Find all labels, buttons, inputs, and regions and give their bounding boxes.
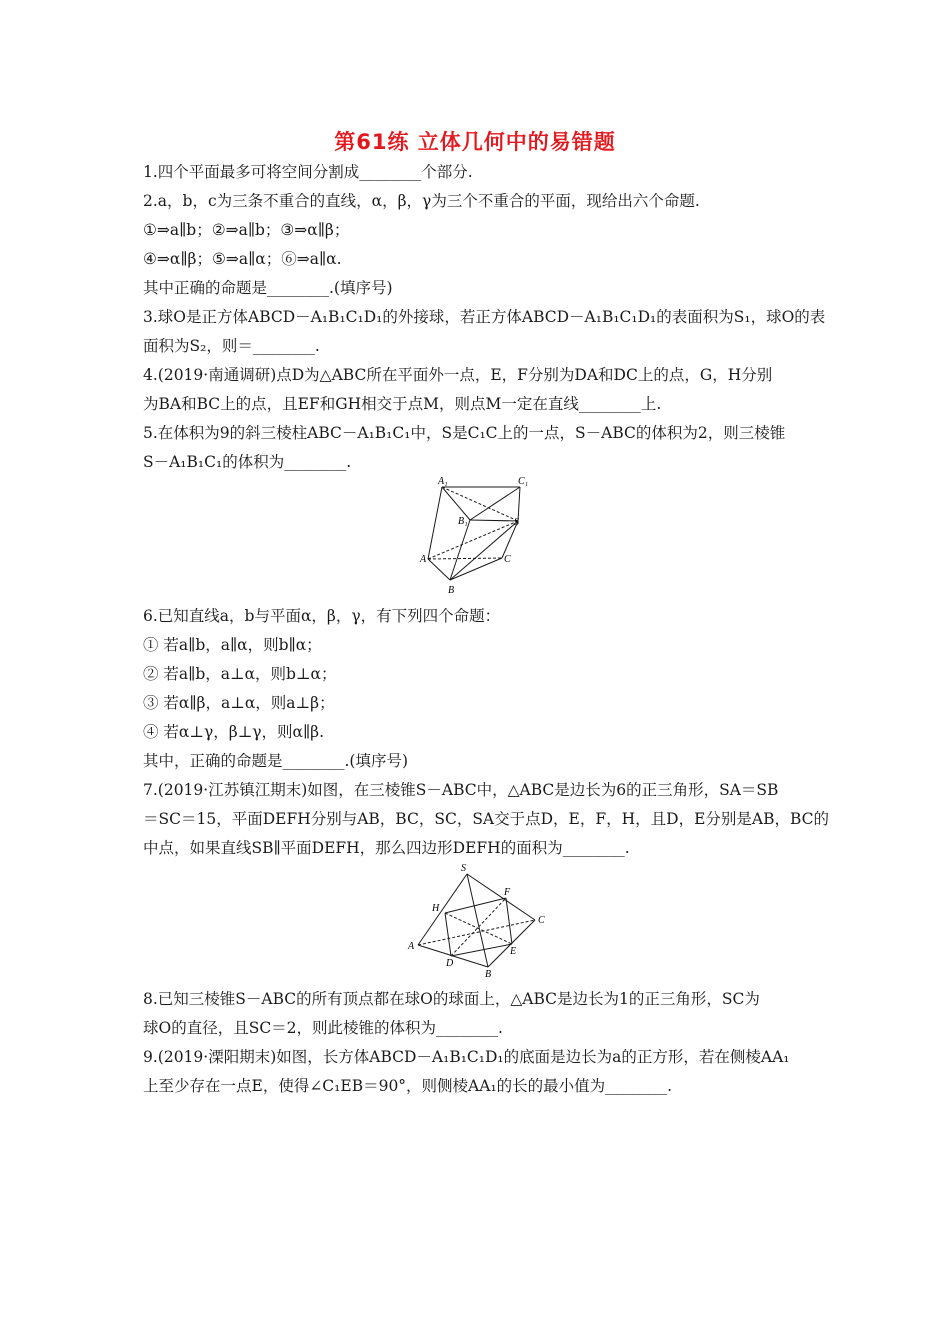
problem-3: 3.球O是正方体ABCD－A₁B₁C₁D₁的外接球，若正方体ABCD－A₁B₁C₁D₁的表面积为S₁，球O的表 — [143, 308, 826, 326]
problem-6-option-4: ④ 若α⊥γ，β⊥γ，则α∥β. — [143, 723, 325, 741]
problem-5: 5.在体积为9的斜三棱柱ABC－A₁B₁C₁中，S是C₁C上的一点，S－ABC的体积为2，则三棱锥 — [143, 424, 786, 442]
problem-5-cont: S－A₁B₁C₁的体积为________. — [143, 453, 352, 471]
problem-6-answer: 其中，正确的命题是________.(填序号) — [143, 752, 409, 770]
label-A: A — [420, 554, 427, 565]
label-B: B — [448, 585, 455, 596]
problem-6: 6.已知直线a，b与平面α，β，γ，有下列四个命题： — [143, 607, 501, 625]
problem-4: 4.(2019·南通调研)点D为△ABC所在平面外一点，E，F分别为DA和DC上的点，G，H分别 — [143, 366, 773, 384]
label-F: F — [504, 887, 511, 898]
problem-2-answer: 其中正确的命题是________.(填序号) — [143, 279, 393, 297]
problem-6-option-1: ① 若a∥b，a∥α，则b∥α； — [143, 636, 322, 654]
pyramid-figure — [400, 862, 560, 980]
problem-2: 2.a，b，c为三条不重合的直线，α，β，γ为三个不重合的平面，现给出六个命题. — [143, 192, 700, 210]
problem-8-cont: 球O的直径，且SC＝2，则此棱锥的体积为________. — [143, 1019, 503, 1037]
problem-2-options-a: ①⇒a∥b；②⇒a∥b；③⇒α∥β； — [143, 221, 350, 239]
prism-figure — [410, 474, 540, 600]
label-B1: B₁ — [458, 516, 468, 527]
label-E: E — [510, 946, 517, 957]
problem-6-option-2: ② 若a∥b，a⊥α，则b⊥α； — [143, 665, 337, 683]
problem-6-option-3: ③ 若α∥β，a⊥α，则a⊥β； — [143, 694, 335, 712]
label-A1: A₁ — [438, 476, 448, 487]
label-D: D — [446, 958, 454, 969]
problem-9-cont: 上至少存在一点E，使得∠C₁EB＝90°，则侧棱AA₁的长的最小值为________. — [143, 1077, 673, 1095]
label-S: S — [461, 863, 466, 874]
problem-9: 9.(2019·溧阳期末)如图，长方体ABCD－A₁B₁C₁D₁的底面是边长为a的正方形，若在侧棱AA₁ — [143, 1048, 790, 1066]
problem-8: 8.已知三棱锥S－ABC的所有顶点都在球O的球面上，△ABC是边长为1的正三角形，SC为 — [143, 990, 760, 1008]
problem-7-cont-1: ＝SC＝15，平面DEFH分别与AB，BC，SC，SA交于点D，E，F，H，且D，E分别是AB，BC的 — [143, 810, 830, 828]
problem-3-cont: 面积为S₂，则＝________. — [143, 337, 320, 355]
page-title: 第61练 立体几何中的易错题 — [334, 130, 616, 154]
problem-1: 1.四个平面最多可将空间分割成________个部分. — [143, 163, 473, 181]
label-S: S — [514, 517, 519, 528]
label-A: A — [408, 941, 415, 952]
problem-4-cont: 为BA和BC上的点，且EF和GH相交于点M，则点M一定在直线________上. — [143, 395, 662, 413]
problem-2-options-b: ④⇒α∥β；⑤⇒a∥α；⑥⇒a∥α. — [143, 250, 342, 268]
label-C1: C₁ — [518, 476, 529, 487]
label-C: C — [538, 915, 545, 926]
label-H: H — [432, 903, 440, 914]
label-B: B — [485, 969, 492, 980]
problem-7: 7.(2019·江苏镇江期末)如图，在三棱锥S－ABC中，△ABC是边长为6的正三角形，SA＝SB — [143, 781, 779, 799]
label-C: C — [504, 554, 511, 565]
problem-7-cont-2: 中点，如果直线SB∥平面DEFH，那么四边形DEFH的面积为________. — [143, 839, 630, 857]
